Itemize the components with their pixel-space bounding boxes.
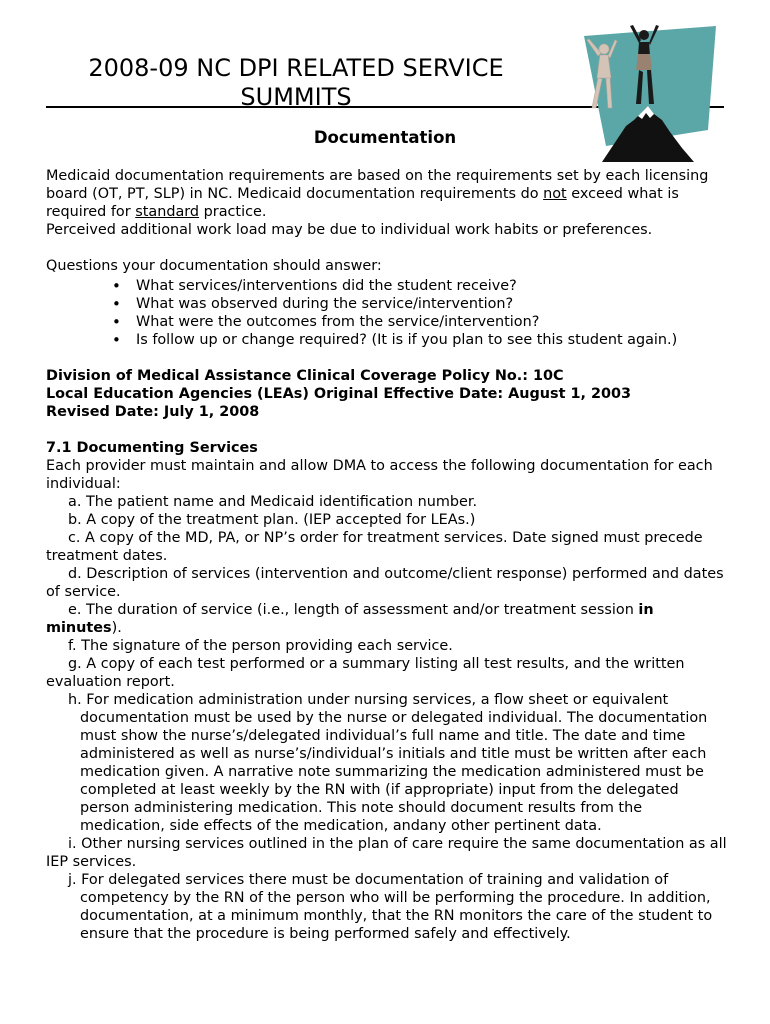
policy-line: Division of Medical Assistance Clinical Coverage Policy No.: 10C	[46, 368, 564, 384]
doc-item-e-end: ).	[111, 620, 122, 636]
doc-item-c: c. A copy of the MD, PA, or NP’s order for treatment services. Date signed must precede treatment dates.	[46, 530, 703, 564]
doc-item-e-bold: in minutes	[46, 602, 654, 636]
doc-item-e-text: e. The duration of service (i.e., length of assessment and/or treatment session	[68, 602, 639, 618]
questions-heading: Questions your documentation should answer:	[46, 258, 382, 274]
doc-item-h: h. For medication administration under nursing services, a flow sheet or equivalent documentation must be used by the nurse or delegated individual. The documentation must show the nurse’s/delegated individual’s full name and title. The date and time administered as well as nurse’s/individual’s initials and title must be written after each medication given. A narrative note summarizing the medication administered must be completed at least weekly by the RN with (if appropriate) input from the delegated person administering medication. This note should document results from the medication, side effects of the medication, andany other pertinent data.	[68, 692, 708, 834]
intro-text-b: exceed what is required for	[46, 186, 679, 220]
doc-item-i: i. Other nursing services outlined in the plan of care require the same documentation as all IEP services.	[46, 836, 727, 870]
doc-item-a: a. The patient name and Medicaid identification number.	[68, 494, 478, 510]
doc-item-g: g. A copy of each test performed or a summary listing all test results, and the written evaluation report.	[46, 656, 685, 690]
intro-paragraph	[46, 167, 731, 221]
list-item: • What services/interventions did the student receive?	[46, 277, 731, 295]
page-title-line2: SUMMITS	[240, 83, 352, 111]
intro-standard: standard	[135, 204, 200, 220]
intro-not: not	[543, 186, 567, 202]
intro-text-c: practice.	[199, 204, 267, 220]
intro-text-a: Medicaid documentation requirements are based on the requirements set by each licensing board (OT, PT, SLP) in NC. Medicaid documentation requirements do	[46, 168, 709, 202]
section-subtitle: Documentation	[313, 128, 457, 147]
page-title-line1: 2008-09 NC DPI RELATED SERVICE	[88, 54, 504, 82]
page-title	[46, 54, 546, 112]
doc-item-f: f. The signature of the person providing each service.	[68, 638, 453, 654]
policy-line: Revised Date: July 1, 2008	[46, 404, 260, 420]
list-item: • What was observed during the service/intervention?	[46, 295, 731, 313]
policy-line: Local Education Agencies (LEAs) Original Effective Date: August 1, 2003	[46, 386, 632, 402]
doc-item-b: b. A copy of the treatment plan. (IEP accepted for LEAs.)	[68, 512, 476, 528]
intro-paragraph-2: Perceived additional work load may be due to individual work habits or preferences.	[46, 222, 653, 238]
doc-item-e	[46, 601, 731, 637]
section-heading: 7.1 Documenting Services	[46, 440, 258, 456]
list-item: • Is follow up or change required? (It is if you plan to see this student again.)	[46, 331, 731, 349]
section-intro: Each provider must maintain and allow DMA to access the following documentation for each individual:	[46, 458, 713, 492]
list-item: • What were the outcomes from the service/intervention?	[46, 313, 731, 331]
questions-list	[46, 277, 731, 349]
doc-item-d: d. Description of services (intervention and outcome/client response) performed and dates of service.	[46, 566, 724, 600]
document-body	[46, 167, 731, 943]
doc-item-j: j. For delegated services there must be documentation of training and validation of competency by the RN of the person who will be performing the procedure. In addition, documentation, at a minimum monthly, that the RN monitors the care of the student to ensure that the procedure is being performed safely and effectively.	[68, 872, 713, 942]
